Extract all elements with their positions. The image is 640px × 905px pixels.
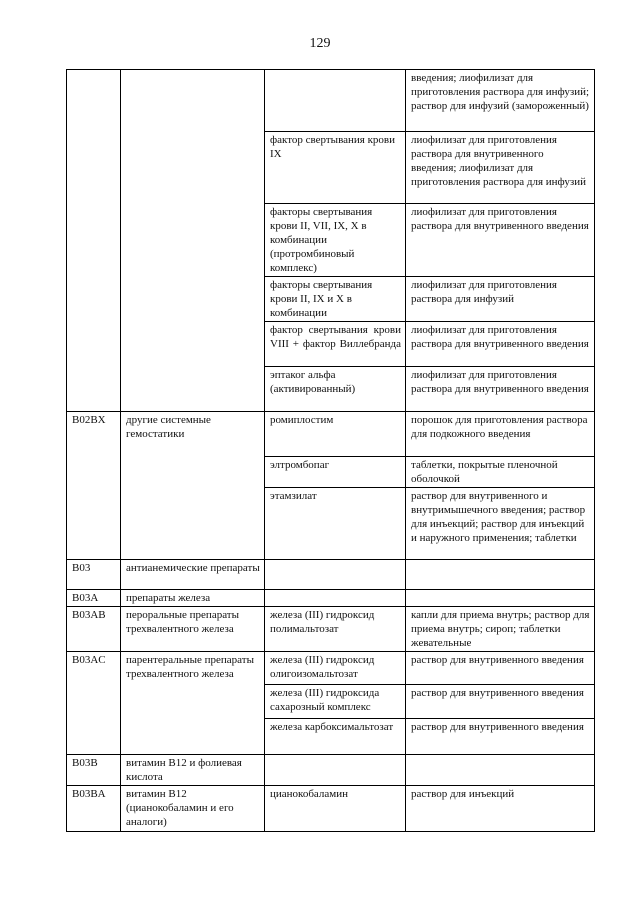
atc-code-cell	[67, 70, 121, 412]
drug-name-cell: железа (III) гидроксид полимальтозат	[265, 607, 406, 652]
group-name-cell: пероральные препараты трехвалентного железа	[121, 607, 265, 652]
drug-name-cell	[265, 70, 406, 132]
drug-name-cell: железа (III) гидроксид олигоизомальтозат	[265, 652, 406, 685]
drug-name-cell: фактор свертывания крови IX	[265, 132, 406, 204]
dosage-form-cell: лиофилизат для приготовления раствора для инфузий	[406, 277, 595, 322]
atc-code-cell: B03AB	[67, 607, 121, 652]
dosage-form-cell: раствор для внутривенного введения	[406, 719, 595, 755]
drug-name-cell	[265, 755, 406, 786]
group-name-cell	[121, 70, 265, 412]
drug-name-cell: ромиплостим	[265, 412, 406, 457]
group-name-cell: антианемические препараты	[121, 560, 265, 590]
page-number: 129	[309, 36, 331, 51]
drug-name-cell: элтромбопаг	[265, 457, 406, 488]
dosage-form-cell	[406, 590, 595, 607]
group-name-cell: другие системные гемостатики	[121, 412, 265, 560]
dosage-form-cell: введения; лиофилизат для приготовления раствора для инфузий; раствор для инфузий (замороженный)	[406, 70, 595, 132]
drug-name-cell: железа (III) гидроксида сахарозный комплекс	[265, 685, 406, 719]
atc-code-cell: B02BX	[67, 412, 121, 560]
drug-name-cell: факторы свертывания крови II, VII, IX, X в комбинации (протромбиновый комплекс)	[265, 204, 406, 277]
atc-code-cell: B03A	[67, 590, 121, 607]
dosage-form-cell: раствор для внутривенного введения	[406, 685, 595, 719]
group-name-cell: витамин B12 и фолиевая кислота	[121, 755, 265, 786]
group-name-cell: препараты железа	[121, 590, 265, 607]
drug-name-cell: этамзилат	[265, 488, 406, 560]
table-row	[67, 786, 595, 832]
table-row	[67, 412, 595, 457]
group-name-cell: витамин B12 (цианокобаламин и его аналоги)	[121, 786, 265, 832]
drug-name-cell	[265, 590, 406, 607]
dosage-form-cell: порошок для приготовления раствора для подкожного введения	[406, 412, 595, 457]
drug-name-cell	[265, 560, 406, 590]
dosage-form-cell: таблетки, покрытые пленочной оболочкой	[406, 457, 595, 488]
dosage-form-cell: капли для приема внутрь; раствор для приема внутрь; сироп; таблетки жевательные	[406, 607, 595, 652]
table-row	[67, 607, 595, 652]
atc-code-cell: B03AC	[67, 652, 121, 755]
dosage-form-cell: раствор для внутривенного и внутримышечного введения; раствор для инъекций; раствор для инъекций и наружного применения; таблетки	[406, 488, 595, 560]
dosage-form-cell	[406, 755, 595, 786]
table-row	[67, 755, 595, 786]
drug-classification-table	[66, 69, 595, 832]
dosage-form-cell: раствор для внутривенного введения	[406, 652, 595, 685]
atc-code-cell: B03	[67, 560, 121, 590]
dosage-form-cell: лиофилизат для приготовления раствора для внутривенного введения	[406, 322, 595, 367]
drug-name-cell: факторы свертывания крови II, IX и X в комбинации	[265, 277, 406, 322]
table-row	[67, 70, 595, 132]
atc-code-cell: B03B	[67, 755, 121, 786]
drug-name-cell: эптаког альфа (активированный)	[265, 367, 406, 412]
table-row	[67, 590, 595, 607]
dosage-form-cell: лиофилизат для приготовления раствора для внутривенного введения	[406, 204, 595, 277]
drug-name-cell: цианокобаламин	[265, 786, 406, 832]
drug-name-cell: фактор свертывания крови VIII + фактор Виллебранда	[265, 322, 406, 367]
table-row	[67, 652, 595, 685]
dosage-form-cell	[406, 560, 595, 590]
atc-code-cell: B03BA	[67, 786, 121, 832]
drug-name-cell: железа карбоксимальтозат	[265, 719, 406, 755]
dosage-form-cell: лиофилизат для приготовления раствора для внутривенного введения	[406, 367, 595, 412]
group-name-cell: парентеральные препараты трехвалентного железа	[121, 652, 265, 755]
table-row	[67, 560, 595, 590]
dosage-form-cell: лиофилизат для приготовления раствора для внутривенного введения; лиофилизат для приготовления раствора для инфузий	[406, 132, 595, 204]
dosage-form-cell: раствор для инъекций	[406, 786, 595, 832]
